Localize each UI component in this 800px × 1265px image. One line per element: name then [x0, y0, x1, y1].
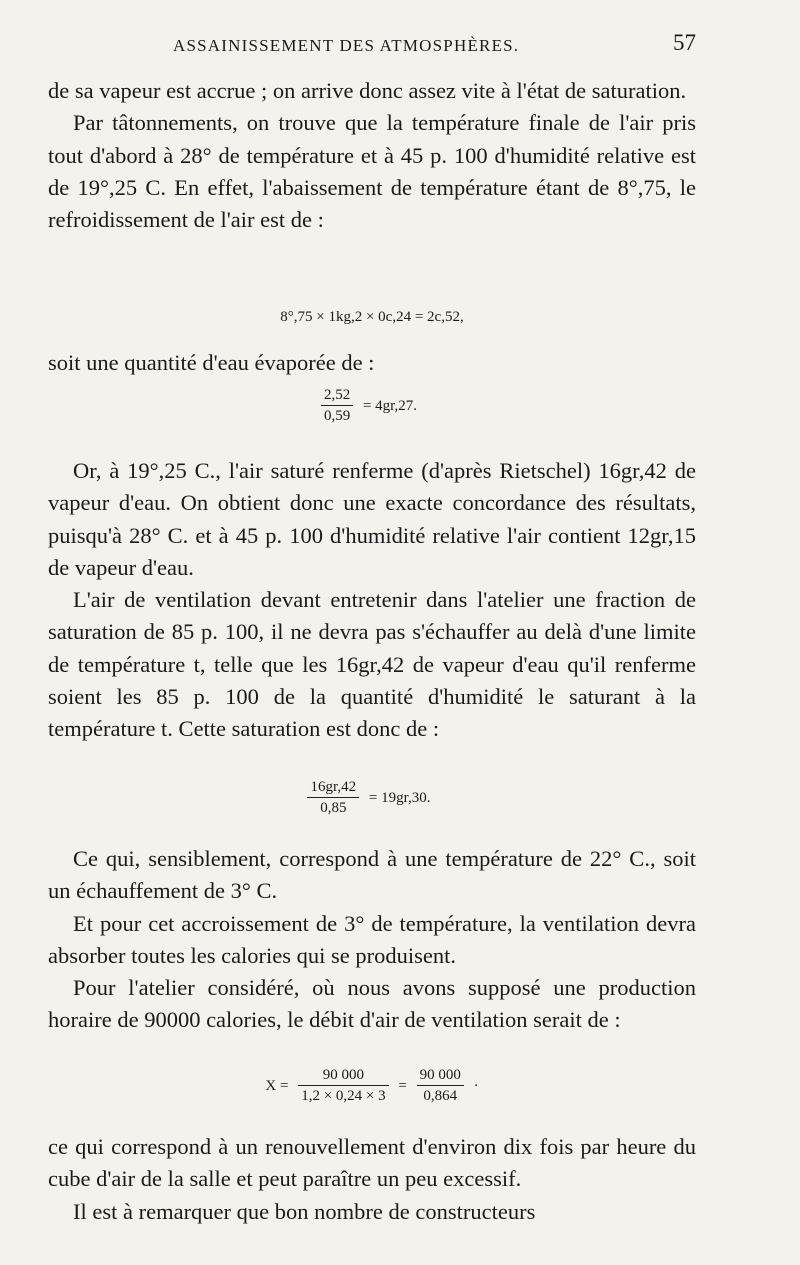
formula-saturation — [48, 780, 696, 816]
denominator: 1,2 × 0,24 × 3 — [301, 1088, 386, 1104]
paragraph: de sa vapeur est accrue ; on arrive donc assez vite à l'état de saturation. — [48, 78, 687, 103]
formula-air-flow — [48, 1068, 696, 1104]
formula-result: = 4gr,27. — [362, 397, 418, 414]
fraction — [298, 1068, 388, 1104]
text-block-5 — [48, 1131, 696, 1228]
numerator: 90 000 — [417, 1068, 464, 1086]
paragraph: Par tâtonnements, on trouve que la température finale de l'air pris tout d'abord à 28° de température et à 45 p. 100 d'humidité relative est de 19°,25 C. En effet, l'abaissement de température étant de 8°,75, le refroidissement de l'air est de : — [48, 110, 696, 233]
denominator: 0,864 — [423, 1088, 458, 1104]
fraction — [307, 780, 359, 816]
paragraph: ce qui correspond à un renouvellement d'environ dix fois par heure du cube d'air de la salle et peut paraître un peu excessif. — [48, 1134, 696, 1192]
formula-result: = 19gr,30. — [368, 789, 431, 806]
formula-cooling: 8°,75 × 1kg,2 × 0c,24 = 2c,52, — [280, 309, 464, 325]
numerator: 16gr,42 — [307, 780, 359, 798]
formula-tail: · — [473, 1077, 479, 1094]
equals-sign: = — [398, 1077, 407, 1094]
numerator: 90 000 — [298, 1068, 388, 1086]
paragraph: Et pour cet accroissement de 3° de température, la ventilation devra absorber toutes les calories qui se produisent. — [48, 910, 696, 968]
running-title: ASSAINISSEMENT DES ATMOSPHÈRES. — [173, 36, 520, 55]
paragraph: soit une quantité d'eau évaporée de : — [48, 350, 375, 375]
formula-evaporated-water — [48, 388, 696, 424]
paragraph: Ce qui, sensiblement, correspond à une température de 22° C., soit un échauffement de 3° C. — [48, 846, 696, 904]
fraction — [321, 388, 353, 424]
paragraph: Pour l'atelier considéré, où nous avons supposé une production horaire de 90000 calories, le débit d'air de ventilation serait de : — [48, 975, 696, 1033]
formula-lhs: X = — [265, 1077, 289, 1094]
numerator: 2,52 — [321, 388, 353, 406]
paragraph: Or, à 19°,25 C., l'air saturé renferme (d'après Rietschel) 16gr,42 de vapeur d'eau. On obtient donc une exacte concordance des résultats, puisqu'à 28° C. et à 45 p. 100 d'humidité relative l'air contient 12gr,15 de vapeur d'eau. — [48, 458, 696, 580]
page-number: 57 — [673, 30, 696, 55]
paragraph: Il est à remarquer que bon nombre de constructeurs — [73, 1198, 536, 1224]
text-block-4 — [48, 843, 696, 1037]
fraction — [417, 1068, 464, 1104]
text-block-3 — [48, 455, 696, 746]
denominator: 0,59 — [323, 408, 351, 424]
text-block-1 — [48, 75, 696, 236]
denominator: 0,85 — [320, 800, 347, 816]
paragraph: L'air de ventilation devant entretenir dans l'atelier une fraction de saturation de 85 p. 100, il ne devra pas s'échauffer au delà d'une limite de température t, telle que les 16gr,42 de vapeur d'eau qu'il renferme soient les 85 p. 100 de la quantité d'humidité le saturant à la température t. Cette saturation est donc de : — [48, 587, 696, 742]
text-block-2 — [48, 347, 696, 379]
